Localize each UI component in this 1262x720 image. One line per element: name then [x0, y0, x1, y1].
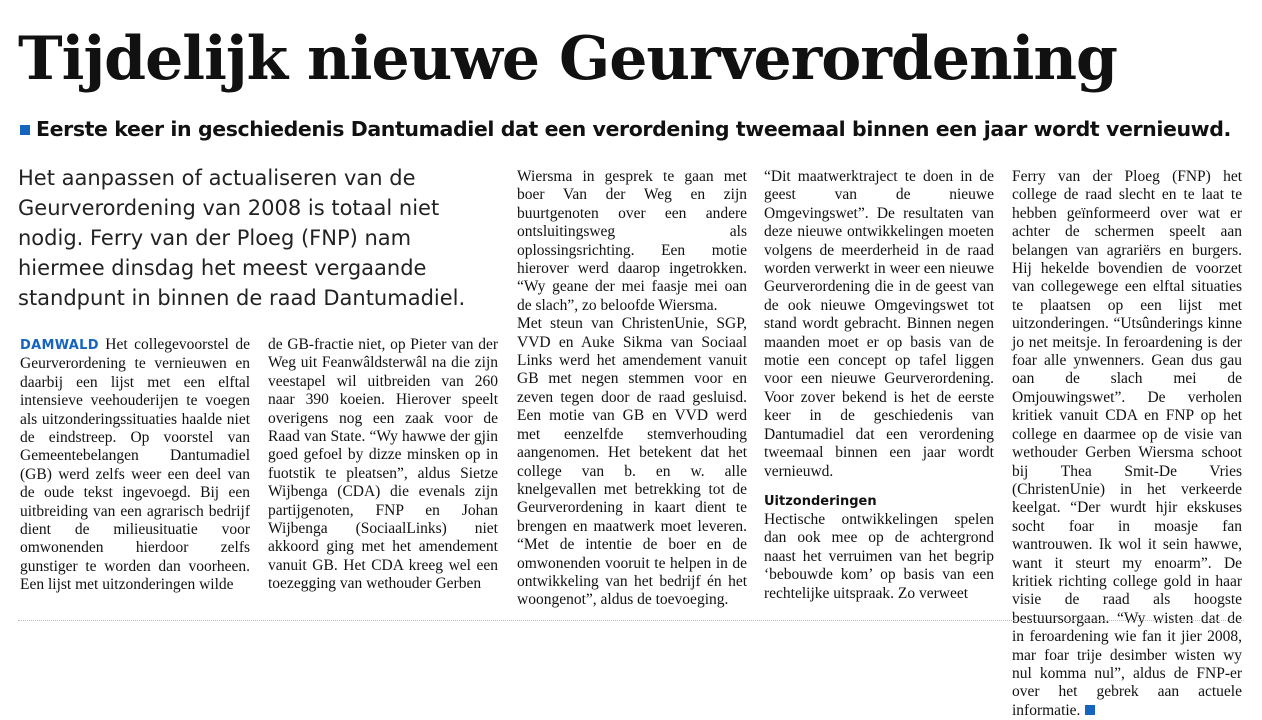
body-paragraph-2-part [517, 315, 747, 610]
body-paragraph-3-part [764, 511, 994, 603]
square-bullet-icon [20, 125, 30, 135]
body-paragraph-2-part [764, 168, 994, 481]
body-paragraph-1-text: Het collegevoorstel de Geurverordening te vernieuwen en daarbij een lijst met een elftal intensieve veehouderijen te voegen als uitzonderingssituaties haalde niet de eindstreep. Op voorstel van Gemeentebelangen Dantumadiel (GB) werd zelfs weer een deel van de oude tekst ingevoegd. Bij een uitbreiding van een agrarisch bedrijf dient de milieusituatie voor omwonenden hierdoor zelfs gunstiger te worden dan voorheen. Een lijst met uitzonderingen wilde [20, 336, 251, 594]
text-run: “Dit maatwerktraject te doen in de geest van de nieuwe Omgevingswet”. De resultaten van deze nieuwe ontwikkelingen moeten volgens de meerderheid in de raad worden verwerkt in weer een nieuwe Geurverordening die in de geest van de ook nieuwe Omgevingswet tot stand wordt gebracht. Binnen negen maanden moet er op basis van de motie een concept op tafel liggen voor een nieuwe Geurverordening. Voor zover bekend is het de eerste keer in de geschiedenis van Dantumadiel dat een verordening tweemaal binnen een jaar wordt vernieuwd. [764, 168, 995, 480]
column-5 [1012, 168, 1242, 720]
column-3 [517, 168, 747, 610]
text-run: Met steun van ChristenUnie, SGP, VVD en Auke Sikma van Sociaal Links werd het amendement vanuit GB met negen stemmen voor en zeven tegen door de raad gesluisd. Een motie van GB en VVD werd met eenzelfde stemverhouding aangenomen. Het betekent dat het college van b. en w. alle knelgevallen met betrekking tot de Geurverordening in kaart dient te brengen en maatwerk moet leveren. “Met de intentie de boer en de omwonenden vooruit te helpen in de ontwikkeling van het bedrijf én het woongenot”, aldus de toevoeging. [517, 315, 748, 609]
body-paragraph-1-part [268, 336, 498, 594]
column-4 [764, 168, 994, 603]
body-paragraph-1-text: de GB-fractie niet, op Pieter van der Weg uit Feanwâldsterwâl na die zijn veestapel wil uitbreiden van 260 naar 390 koeien. Hierover speelt overigens nog een zaak voor de Raad van State. “Wy hawwe der gjin goed gefoel by dizze minsken op in fuotstik te pleatsen”, aldus Sietze Wijbenga (CDA) die evenals zijn partijgenoten, FNP en Johan Wijbenga (SociaalLinks) niet akkoord ging met het amendement vanuit GB. Het CDA kreeg wel een toezegging van wethouder Gerben [268, 336, 499, 593]
body-paragraph-3-text: Ferry van der Ploeg (FNP) het college de raad slecht en te laat te hebben geïnformeerd over wat er achter de schermen speelt aan belangen van agrariërs en burgers. Hij hekelde bovendien de voorzet van collegewege een elftal situaties te plaatsen op een lijst met uitzonderingen. “Utsûnderings kinne jo net meitsje. In feroardening is der foar alle ynwenners. Gean dus gau oan de slach mei de Omjouwingswet”. De verholen kritiek vanuit CDA en FNP op het college en daarmee op de visie van wethouder Gerben Wiersma schoot bij Thea Smit-De Vries (ChristenUnie) in het verkeerde keelgat. “Der wurdt hjir ekskuses socht foar in moasje fan wantrouwen. Ik wol it sein hawwe, want it steurt my enoarm”. De kritiek richting college gold in haar visie de raad als hoogste bestuursorgaan. “Wy wisten dat de in feroardening wie fan it jier 2008, mar foar trije desimber wisten wy nul komma nul”, aldus de FNP-er over het gebrek aan actuele informatie. [1012, 168, 1243, 719]
bottom-rule [18, 620, 1244, 621]
subheading [20, 114, 1231, 144]
body-paragraph-3-text: Hectische ontwikkelingen spelen dan ook mee op de achtergrond naast het verruimen van het begrip ‘bebouwde kom’ op basis van een rechtelijke uitspraak. Zo verweet [764, 510, 995, 602]
headline: Tijdelijk nieuwe Geurverordening [18, 24, 1118, 94]
end-of-article-icon [1085, 705, 1095, 715]
body-paragraph-1-part [517, 168, 747, 315]
intro-paragraph: Het aanpassen of actualiseren van de Geurverordening van 2008 is totaal niet nodig. Ferry van der Ploeg (FNP) nam hiermee dinsdag het meest vergaande standpunt in binnen de raad Dantumadiel. [18, 166, 466, 310]
column-2 [268, 336, 498, 594]
body-paragraph-3-part [1012, 168, 1242, 720]
text-run: Uitzonderingen [764, 493, 877, 509]
body-paragraph-1-part [20, 336, 250, 595]
dateline: DAMWALD [20, 338, 99, 353]
body-paragraph-1-text: Wiersma in gesprek te gaan met boer Van der Weg en zijn buurtgenoten over een andere ontsluitingsweg als oplossingsrichting. Een motie hierover werd daarop ingetrokken. “Wy geane der mei faasje mei oan de slach”, zo beloofde Wiersma. [517, 168, 748, 314]
section-heading-part [764, 493, 994, 511]
column-1 [20, 336, 250, 595]
subheading-text: Eerste keer in geschiedenis Dantumadiel dat een verordening tweemaal binnen een jaar wordt vernieuwd. [36, 117, 1231, 141]
